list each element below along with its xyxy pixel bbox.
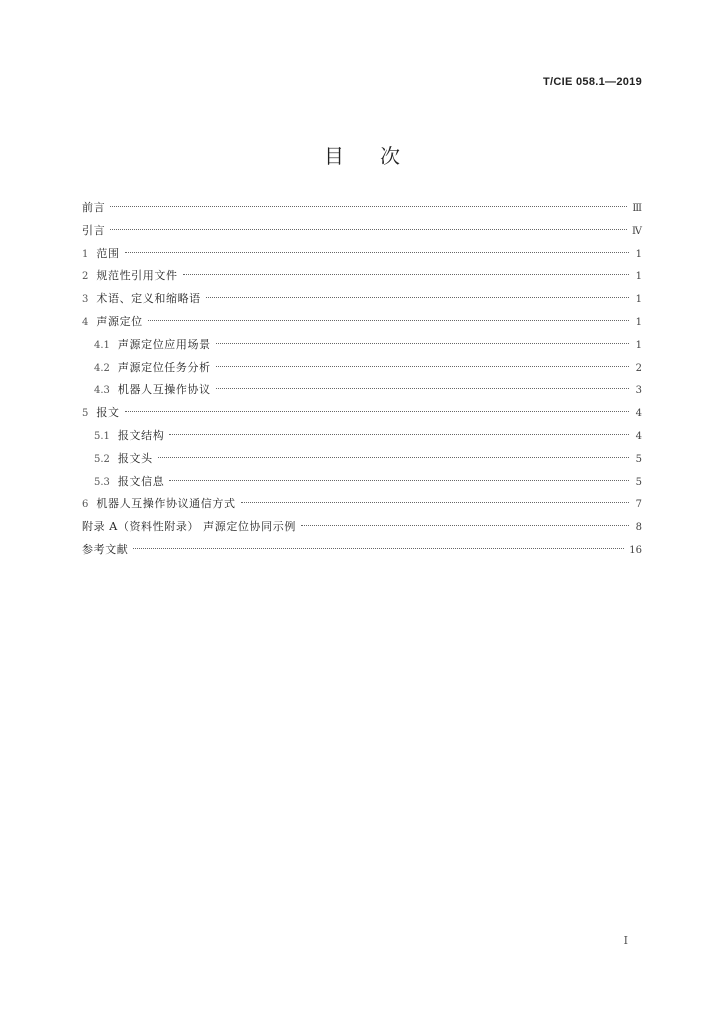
toc-dot-leader <box>125 252 629 253</box>
toc-entry-number: 4.3 <box>94 385 110 397</box>
page-title: 目次 <box>324 144 436 168</box>
toc-entry[interactable] <box>82 357 642 380</box>
table-of-contents <box>82 197 642 562</box>
toc-entry-page: 4 <box>635 408 642 420</box>
toc-dot-leader <box>241 502 629 503</box>
toc-entry[interactable] <box>82 516 642 539</box>
toc-dot-leader <box>110 206 627 207</box>
toc-entry[interactable] <box>82 402 642 425</box>
toc-dot-leader <box>148 320 629 321</box>
toc-entry-title: 声源定位应用场景 <box>117 337 211 351</box>
toc-entry[interactable] <box>82 288 642 311</box>
toc-entry-page: 1 <box>635 294 642 306</box>
toc-entry-page: 1 <box>635 339 642 351</box>
toc-entry[interactable] <box>82 448 642 471</box>
toc-entry-title: 范围 <box>96 246 120 260</box>
toc-dot-leader <box>133 548 624 549</box>
toc-entry[interactable] <box>82 243 642 266</box>
toc-dot-leader <box>301 525 629 526</box>
toc-entry-page: Ⅳ <box>632 225 642 237</box>
toc-entry-page: 2 <box>635 362 642 374</box>
toc-entry-page: Ⅲ <box>632 203 642 214</box>
toc-entry-title: 引言 <box>82 223 106 237</box>
toc-dot-leader <box>158 457 629 458</box>
toc-entry-title: 机器人互操作协议通信方式 <box>96 497 236 511</box>
toc-entry-page: 4 <box>635 430 642 442</box>
toc-entry-page: 1 <box>635 248 642 260</box>
toc-entry[interactable] <box>82 379 642 402</box>
toc-entry-title: 附录 A（资料性附录） 声源定位协同示例 <box>82 520 296 534</box>
toc-entry-number: 3 <box>82 294 89 306</box>
toc-entry-title: 机器人互操作协议 <box>117 383 211 397</box>
document-code: T/CIE 058.1—2019 <box>543 76 642 88</box>
toc-entry-title: 规范性引用文件 <box>96 269 178 283</box>
toc-dot-leader <box>216 388 629 389</box>
toc-entry-number: 5.3 <box>94 476 110 488</box>
page-number: I <box>623 934 628 947</box>
toc-entry-title: 报文头 <box>117 451 153 465</box>
toc-dot-leader <box>125 411 629 412</box>
toc-entry-number: 4.1 <box>94 339 110 351</box>
toc-entry[interactable] <box>82 220 642 243</box>
toc-entry[interactable] <box>82 471 642 494</box>
toc-entry[interactable] <box>82 197 642 220</box>
toc-entry-number: 4 <box>82 316 89 328</box>
toc-entry[interactable] <box>82 425 642 448</box>
toc-entry-number: 6 <box>82 499 89 511</box>
toc-entry-title: 报文 <box>96 406 120 420</box>
toc-entry-page: 16 <box>629 544 642 556</box>
toc-dot-leader <box>169 480 629 481</box>
toc-dot-leader <box>216 366 629 367</box>
toc-entry[interactable] <box>82 493 642 516</box>
toc-entry-number: 2 <box>82 271 89 283</box>
toc-entry-page: 1 <box>635 316 642 328</box>
toc-entry-title: 报文信息 <box>117 474 165 488</box>
toc-entry-title: 参考文献 <box>82 542 129 556</box>
toc-dot-leader <box>216 343 629 344</box>
toc-entry-page: 1 <box>635 271 642 283</box>
toc-entry-title: 术语、定义和缩略语 <box>96 292 201 306</box>
toc-entry-number: 5.2 <box>94 453 110 465</box>
toc-entry[interactable] <box>82 539 642 562</box>
toc-dot-leader <box>183 274 629 275</box>
toc-entry[interactable] <box>82 334 642 357</box>
toc-entry-title: 声源定位 <box>96 314 143 328</box>
toc-entry-page: 5 <box>635 476 642 488</box>
toc-entry-number: 1 <box>82 248 89 260</box>
toc-entry-title: 声源定位任务分析 <box>117 360 211 374</box>
toc-entry-title: 前言 <box>82 201 106 214</box>
toc-entry-number: 5.1 <box>94 430 110 442</box>
toc-entry-page: 3 <box>635 385 642 397</box>
toc-entry[interactable] <box>82 311 642 334</box>
toc-entry-page: 5 <box>635 453 642 465</box>
toc-dot-leader <box>206 297 629 298</box>
toc-entry-page: 8 <box>635 522 642 534</box>
toc-entry[interactable] <box>82 265 642 288</box>
toc-entry-title: 报文结构 <box>117 428 165 442</box>
toc-entry-number: 4.2 <box>94 362 110 374</box>
toc-dot-leader <box>110 229 627 230</box>
toc-entry-page: 7 <box>635 499 642 511</box>
toc-entry-number: 5 <box>82 408 89 420</box>
toc-dot-leader <box>169 434 629 435</box>
